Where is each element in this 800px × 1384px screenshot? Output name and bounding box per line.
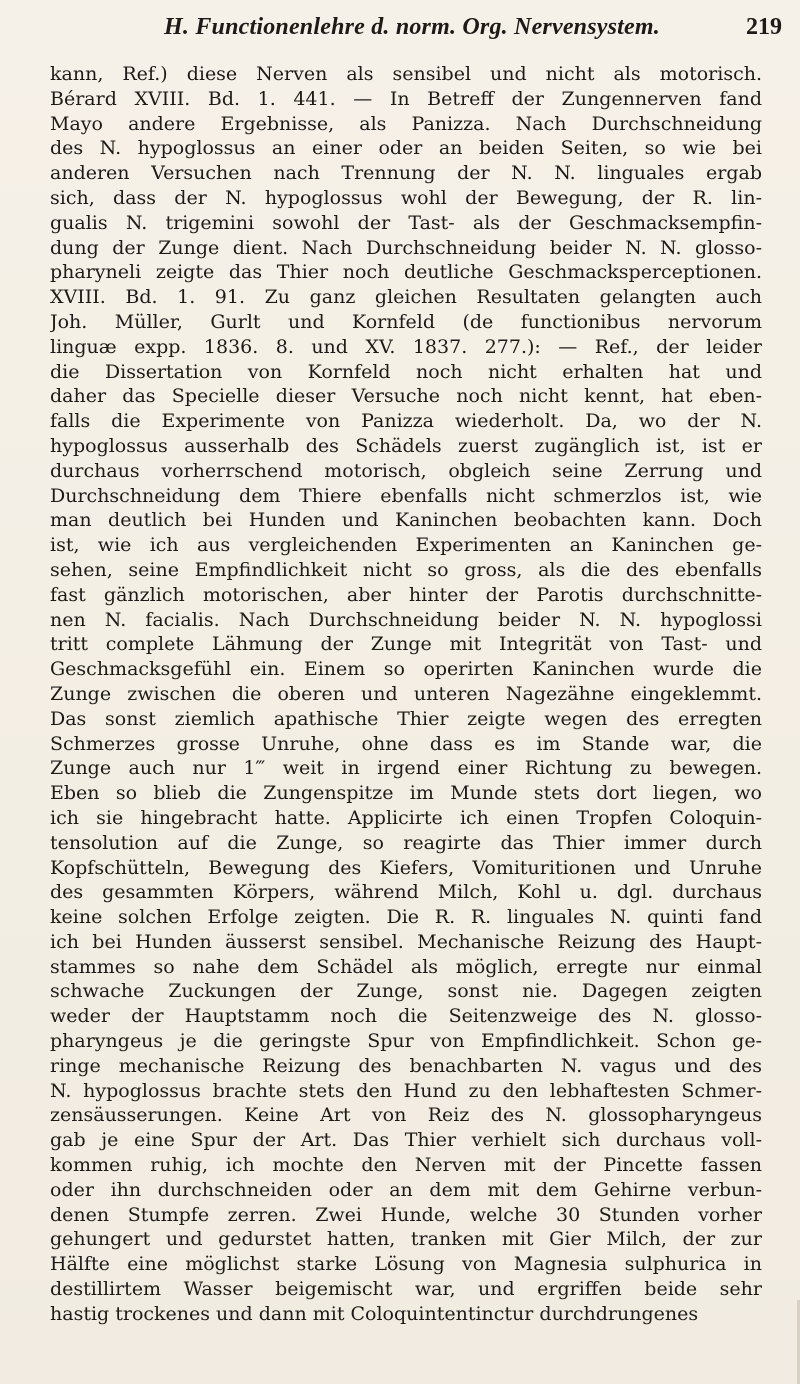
text-line: ringe mechanische Reizung des benachbarten N. vagus und des — [50, 1054, 762, 1077]
text-line: Das sonst ziemlich apathische Thier zeigte wegen des erregten — [50, 707, 762, 730]
text-line: sich, dass der N. hypoglossus wohl der Bewegung, der R. lin- — [50, 186, 762, 209]
text-line: hastig trockenes und dann mit Coloquintentinctur durchdrungenes — [50, 1302, 699, 1325]
running-head — [102, 14, 782, 50]
text-line: dung der Zunge dient. Nach Durchschneidung beider N. N. glosso- — [50, 236, 762, 259]
body-text — [50, 62, 762, 1327]
text-line: Kopfschütteln, Bewegung des Kiefers, Vomituritionen und Unruhe — [50, 856, 762, 879]
page-number: 219 — [746, 14, 782, 40]
text-line: fast gänzlich motorischen, aber hinter der Parotis durchschnitte- — [50, 583, 762, 606]
text-line: N. hypoglossus brachte stets den Hund zu den lebhaftesten Schmer- — [50, 1079, 762, 1102]
text-line: stammes so nahe dem Schädel als möglich, erregte nur einmal — [50, 955, 762, 978]
text-line: destillirtem Wasser beigemischt war, und ergriffen beide sehr — [50, 1278, 762, 1301]
text-line: gualis N. trigemini sowohl der Tast- als der Geschmacksempfin- — [50, 211, 762, 234]
text-line: Geschmacksgefühl ein. Einem so operirten Kaninchen wurde die — [50, 658, 762, 681]
text-line: pharyneli zeigte das Thier noch deutliche Geschmacksperceptionen. — [50, 261, 762, 284]
text-line: pharyngeus je die geringste Spur von Empfindlichkeit. Schon ge- — [50, 1030, 762, 1053]
text-line: schwache Zuckungen der Zunge, sonst nie. Dagegen zeigten — [50, 980, 762, 1003]
text-line: oder ihn durchschneiden oder an dem mit dem Gehirne verbun- — [50, 1178, 762, 1201]
text-line: Joh. Müller, Gurlt und Kornfeld (de functionibus nervorum — [50, 310, 762, 333]
text-line: Schmerzes grosse Unruhe, ohne dass es im Stande war, die — [50, 732, 762, 755]
text-line: gehungert und gedurstet hatten, tranken mit Gier Milch, der zur — [50, 1228, 762, 1251]
text-line: denen Stumpfe zerren. Zwei Hunde, welche 30 Stunden vorher — [50, 1203, 762, 1226]
text-line: tritt complete Lähmung der Zunge mit Integrität von Tast- und — [50, 633, 762, 656]
text-line: des gesammten Körpers, während Milch, Kohl u. dgl. durchaus — [50, 881, 762, 904]
text-line: Eben so blieb die Zungenspitze im Munde stets dort liegen, wo — [50, 782, 762, 805]
text-line: man deutlich bei Hunden und Kaninchen beobachten kann. Doch — [50, 509, 762, 532]
text-line: Zunge zwischen die oberen und unteren Nagezähne eingeklemmt. — [50, 682, 762, 705]
text-line: Bérard XVIII. Bd. 1. 441. — In Betreff der Zungennerven fand — [50, 87, 762, 110]
text-line: Durchschneidung dem Thiere ebenfalls nicht schmerzlos ist, wie — [50, 484, 762, 507]
text-line: falls die Experimente von Panizza wiederholt. Da, wo der N. — [50, 410, 762, 433]
text-line: hypoglossus ausserhalb des Schädels zuerst zugänglich ist, ist er — [50, 434, 762, 457]
text-line: durchaus vorherrschend motorisch, obgleich seine Zerrung und — [50, 459, 762, 482]
text-line: gab je eine Spur der Art. Das Thier verhielt sich durchaus voll- — [50, 1129, 762, 1152]
text-line: ist, wie ich aus vergleichenden Experimenten an Kaninchen ge- — [50, 534, 762, 557]
text-line: tensolution auf die Zunge, so reagirte das Thier immer durch — [50, 831, 762, 854]
text-line: kann, Ref.) diese Nerven als sensibel und nicht als motorisch. — [50, 63, 762, 85]
text-line: zensäusserungen. Keine Art von Reiz des N. glossopharyngeus — [50, 1104, 762, 1127]
text-line: keine solchen Erfolge zeigten. Die R. R. linguales N. quinti fand — [50, 906, 762, 929]
text-line: kommen ruhig, ich mochte den Nerven mit der Pincette fassen — [50, 1154, 762, 1177]
text-line: weder der Hauptstamm noch die Seitenzweige des N. glosso- — [50, 1005, 762, 1028]
text-line: die Dissertation von Kornfeld noch nicht erhalten hat und — [50, 360, 762, 383]
text-line: XVIII. Bd. 1. 91. Zu ganz gleichen Resultaten gelangten auch — [50, 286, 762, 309]
text-line: linguæ expp. 1836. 8. und XV. 1837. 277.): — Ref., der leider — [50, 335, 762, 358]
text-line: Zunge auch nur 1‴ weit in irgend einer Richtung zu bewegen. — [50, 757, 762, 780]
text-line: daher das Specielle dieser Versuche noch nicht kennt, hat eben- — [50, 385, 762, 408]
text-line: ich bei Hunden äusserst sensibel. Mechanische Reizung des Haupt- — [50, 930, 762, 953]
text-line: ich sie hingebracht hatte. Applicirte ich einen Tropfen Coloquin- — [50, 806, 762, 829]
running-head-title: H. Functionenlehre d. norm. Org. Nervensystem. — [164, 14, 660, 40]
text-line: des N. hypoglossus an einer oder an beiden Seiten, so wie bei — [50, 137, 762, 160]
text-line: Hälfte eine möglichst starke Lösung von Magnesia sulphurica in — [50, 1253, 762, 1276]
text-line: anderen Versuchen nach Trennung der N. N. linguales ergab — [50, 162, 762, 185]
text-line: sehen, seine Empfindlichkeit nicht so gross, als die des ebenfalls — [50, 558, 762, 581]
text-line: nen N. facialis. Nach Durchschneidung beider N. N. hypoglossi — [50, 608, 762, 631]
text-line: Mayo andere Ergebnisse, als Panizza. Nach Durchschneidung — [50, 112, 762, 135]
